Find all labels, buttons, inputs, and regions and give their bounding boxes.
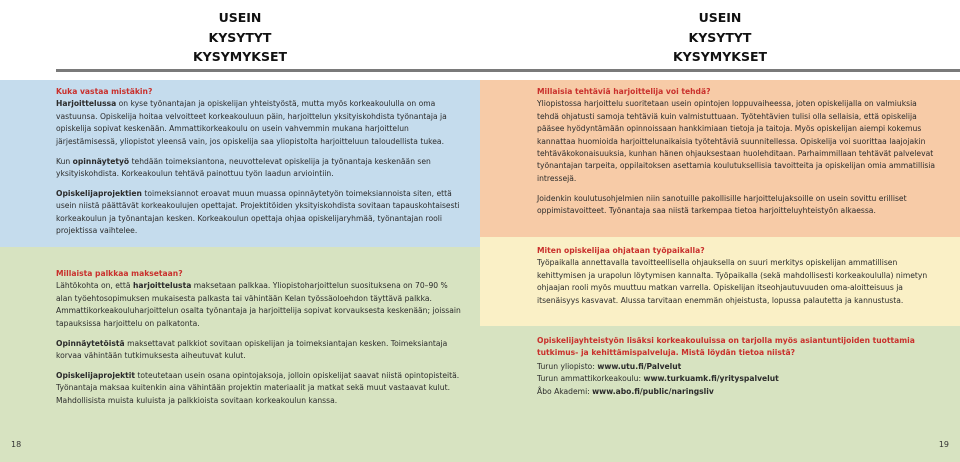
page-number: 18 [11, 440, 22, 449]
turkuamk-link[interactable]: www.turkuamk.fi/yrityspalvelut [643, 374, 779, 384]
right-page [480, 0, 960, 462]
responsibility-section [0, 80, 480, 247]
page-title: USEIN KYSYTYT KYSYMYKSET [192, 10, 288, 64]
title-divider [56, 69, 480, 72]
section-heading: Millaisia tehtäviä harjoittelija voi tehdä? [537, 87, 711, 96]
section-heading: Kuka vastaa mistäkin? [56, 87, 153, 96]
section-heading: Miten opiskelijaa ohjataan työpaikalla? [537, 246, 705, 255]
responsibility-paragraph-1: Kuka vastaa mistäkin? Harjoittelussa on kyse työnantajan ja opiskelijan yhteistyöstä, mutta myös korkeakoululla on oma vastuunsa. Opiskelija hoitaa velvoitteet korkeakouluun päin, harjoittelun yksityiskohdista työnantaja ja opiskelija sopivat keskenään. Ammattikorkeakoulu on usein vahvemmin mukana harjoittelun järjestämisessä, yliopistot yleensä vain, jos opiskelija saa yliopistolta harjoitteluun taloudellista tukea. [56, 86, 462, 148]
section-heading: Millaista palkkaa maksetaan? [56, 269, 183, 278]
utu-link[interactable]: www.utu.fi/Palvelut [597, 361, 682, 371]
salary-paragraph-1: Millaista palkkaa maksetaan? Lähtökohta on, että harjoittelusta maksetaan palkkaa. Yliopistoharjoittelun suosituksena on 70–90 % alan työehtosopimuksen mukaisesta palkasta tai vähintään Kelan työssäoloehdon täyttävä palkka. Ammattikorkeakouluharjoittelun osalta työnantaja ja harjoittelija sopivat korvauksesta keskenään; joissain tapauksissa harjoittelu on palkatonta. [56, 269, 461, 328]
title-divider [480, 69, 960, 72]
link-turkuamk: Turun ammattikorkeakoulu: www.turkuamk.fi/yrityspalvelut [537, 374, 779, 384]
services-section [480, 326, 960, 462]
services-heading [537, 335, 940, 360]
salary-paragraph-2: Opinnäytetöistä maksettavat palkkiot sovitaan opiskelijan ja toimeksiantajan kesken. Toimeksiantaja korvaa vähintään tutkimuksesta aiheutuvat kulut. [56, 338, 448, 360]
tasks-section [480, 80, 960, 237]
guidance-section [480, 237, 960, 326]
tasks-paragraph-1: Millaisia tehtäviä harjoittelija voi tehdä? Yliopistossa harjoittelu suoritetaan usein opintojen loppuvaiheessa, joten opiskelijalla on valmiuksia tehdä ohjatusti samoja tehtäviä kuin valmistuttuaan. Työtehtävien tulisi olla sellaisia, että opiskelija pääsee hyödyntämään opinnoissaan hankkimiaan tietoja ja taitoja. Myös opiskelijan aiempi kokemus kannattaa huomioida harjoittelunaikaisia työtehtäviä suunnitellessa. Opiskelija voi suorittaa laajojakin tehtäväkokonaisuuksia, kunhan hänen ohjauksestaan huolehditaan. Parhaimmillaan tehtävät palvelevat työnantajan tarpeita, oppilaitoksen asettamia koulutuksellisia tavoitteita ja opiskelijan omia ammatillisia intressejä. [537, 86, 940, 185]
tasks-paragraph-2: Joidenkin koulutusohjelmien niin sanotuille pakollisille harjoittelujaksoille on usein sovittu erilliset oppimistavoitteet. Työnantaja saa niistä tarkempaa tietoa harjoitteluyhteistyön alkaessa. [537, 193, 907, 216]
section-heading: Opiskelijayhteistyön lisäksi korkeakouluissa on tarjolla myös asiantuntijoiden tuottamia tutkimus- ja kehittämispalveluja. Mistä löydän tietoa niistä? [537, 336, 915, 358]
link-utu: Turun yliopisto: www.utu.fi/Palvelut [537, 361, 682, 371]
link-abo: Åbo Akademi: www.abo.fi/public/naringsliv [537, 386, 714, 396]
responsibility-paragraph-3: Opiskelijaprojektien toimeksiannot eroavat muun muassa opinnäytetyön toimeksiannoista siten, että usein niistä päättävät korkeakoulujen opettajat. Projektitöiden yksityiskohdista sovitaan tapauskohtaisesti korkeakoulun ja työnantajan kesken. Korkeakoulun opettaja ohjaa opiskelijaryhmää, työnantajan rooli projektissa vaihtelee. [56, 188, 460, 236]
page-number: 19 [938, 440, 949, 449]
salary-section [0, 247, 480, 462]
salary-paragraph-3: Opiskelijaprojektit toteutetaan usein osana opintojaksoja, jolloin opiskelijat saavat niistä opintopisteitä. Työnantaja maksaa kuitenkin aina vähintään projektin materiaalit ja matkat sekä muut vastaavat kulut. Mahdollisista muista kuluista ja palkkioista sovitaan korkeakoulun kanssa. [56, 370, 460, 405]
page-title: USEIN KYSYTYT KYSYMYKSET [672, 10, 768, 64]
guidance-paragraph: Miten opiskelijaa ohjataan työpaikalla? Työpaikalla annettavalla tavoitteellisella ohjauksella on suuri merkitys opiskelijan ammatillisen kehittymisen ja urapolun löytymisen kannalta. Työpaikalla (sekä mahdollisesti korkeakoululla) nimetyn ohjaajan rooli myös muuttuu matkan varrella. Opiskelijan itseohjautuvuuden oma-aloitteisuus ja itsenäisyys kasvavat. Alussa tarvitaan enemmän ohjeistusta, lopussa palautetta ja kannustusta. [537, 245, 940, 307]
abo-link[interactable]: www.abo.fi/public/naringsliv [592, 386, 714, 396]
responsibility-paragraph-2: Kun opinnäytetyö tehdään toimeksiantona, neuvottelevat opiskelija ja työnantaja keskenään sen yksityiskohdista. Korkeakoulun tehtävä painottuu työn laadun arviointiin. [56, 156, 431, 178]
